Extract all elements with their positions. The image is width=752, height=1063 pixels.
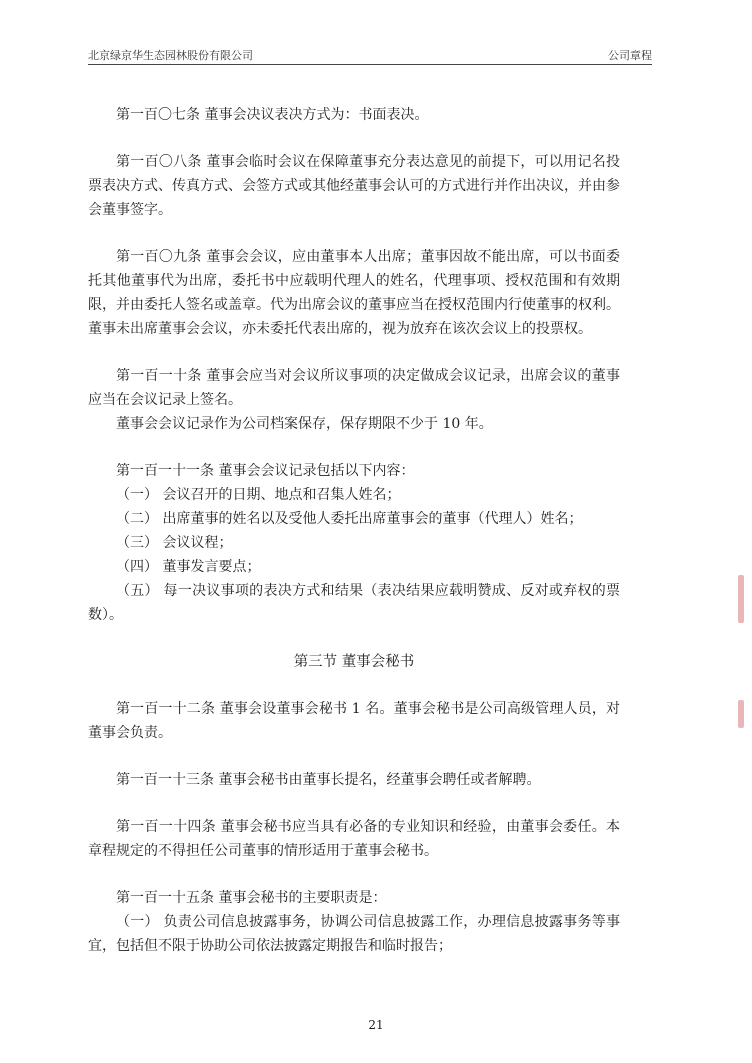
header-company-name: 北京绿京华生态园林股份有限公司 (88, 49, 253, 62)
seal-edge-mark (738, 700, 744, 728)
article-114: 第一百一十四条 董事会秘书应当具有必备的专业知识和经验，由董事会委任。本章程规定的不得担任公司董事的情形适用于董事会秘书。 (88, 819, 620, 859)
document-body (88, 103, 620, 958)
article-111-item: （三） 会议议程； (116, 535, 233, 551)
article-109: 第一百〇九条 董事会会议，应由董事本人出席；董事因故不能出席，可以书面委托其他董事代为出席，委托书中应载明代理人的姓名，代理事项、授权范围和有效期限，并由委托人签名或盖章。代为出席会议的董事应当在授权范围内行使董事的权利。董事未出席董事会会议，亦未委托代表出席的，视为放弃在该次会议上的投票权。 (88, 249, 620, 337)
article-110: 第一百一十条 董事会应当对会议所议事项的决定做成会议记录，出席会议的董事应当在会议记录上签名。 (88, 368, 620, 408)
article-111-item: （四） 董事发言要点； (116, 559, 261, 575)
article-108: 第一百〇八条 董事会临时会议在保障董事充分表达意见的前提下，可以用记名投票表决方式、传真方式、会签方式或其他经董事会认可的方式进行并作出决议，并由参会董事签字。 (88, 154, 620, 218)
article-113: 第一百一十三条 董事会秘书由董事长提名，经董事会聘任或者解聘。 (116, 772, 541, 788)
article-111-item: （五） 每一决议事项的表决方式和结果（表决结果应载明赞成、反对或弃权的票数）。 (88, 583, 620, 623)
article-111-item: （二） 出席董事的姓名以及受他人委托出席董事会的董事（代理人）姓名； (116, 511, 583, 527)
article-115-item: （一） 负责公司信息披露事务，协调公司信息披露工作，办理信息披露事务等事宜，包括但不限于协助公司依法披露定期报告和临时报告； (88, 914, 620, 954)
article-110-retention: 董事会会议记录作为公司档案保存，保存期限不少于 10 年。 (116, 416, 493, 432)
page-number: 21 (368, 1018, 384, 1032)
article-111: 第一百一十一条 董事会会议记录包括以下内容： (116, 463, 415, 479)
section-heading: 第三节 董事会秘书 (293, 654, 415, 670)
header-doc-type: 公司章程 (608, 49, 652, 62)
seal-edge-mark (738, 575, 744, 623)
page-header (88, 44, 652, 65)
article-107: 第一百〇七条 董事会决议表决方式为：书面表决。 (116, 107, 429, 123)
article-111-item: （一） 会议召开的日期、地点和召集人姓名； (116, 487, 401, 503)
article-115: 第一百一十五条 董事会秘书的主要职责是： (116, 890, 387, 906)
article-112: 第一百一十二条 董事会设董事会秘书 1 名。董事会秘书是公司高级管理人员，对董事会负责。 (88, 701, 620, 741)
